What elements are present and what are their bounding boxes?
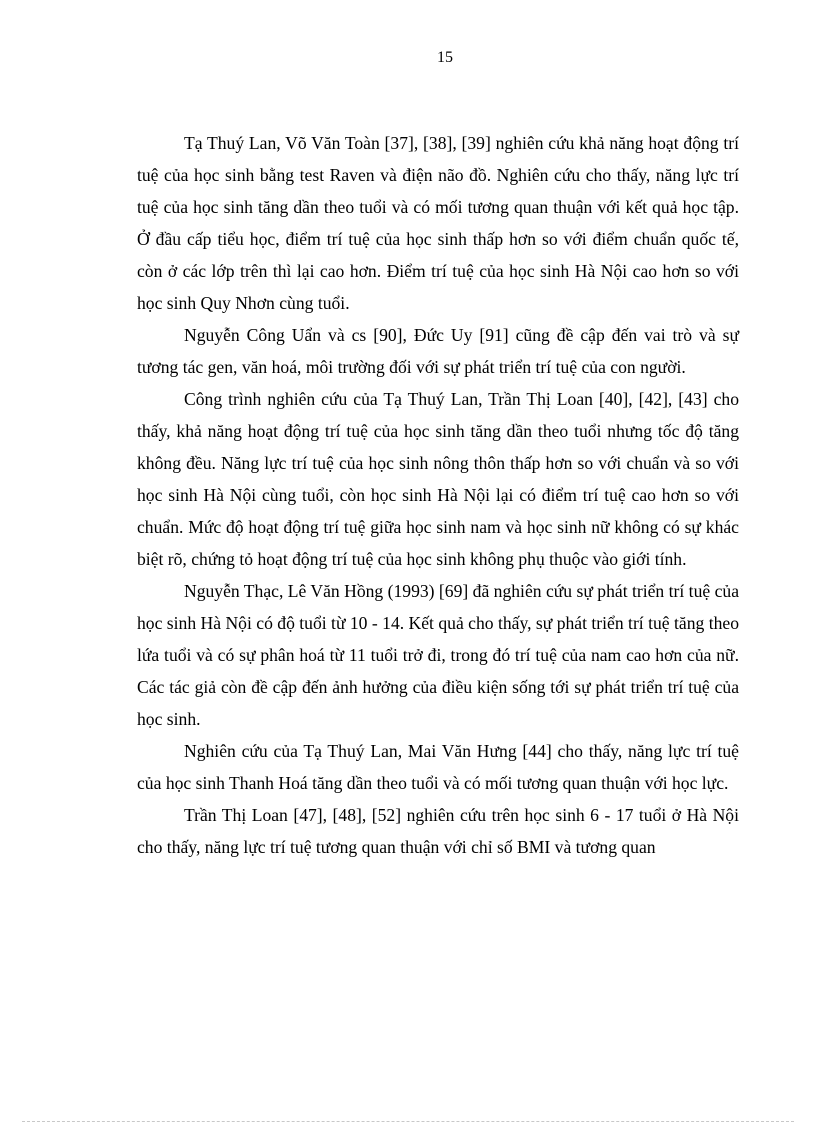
document-body	[137, 127, 739, 863]
paragraph: Nguyễn Thạc, Lê Văn Hồng (1993) [69] đã nghiên cứu sự phát triển trí tuệ của học sinh Hà Nội có độ tuổi từ 10 - 14. Kết quả cho thấy, sự phát triển trí tuệ tăng theo lứa tuổi và có sự phân hoá từ 11 tuổi trở đi, trong đó trí tuệ của nam cao hơn của nữ. Các tác giả còn đề cập đến ảnh hưởng của điều kiện sống tới sự phát triển trí tuệ của học sinh.	[137, 581, 739, 729]
page-number: 15	[437, 49, 453, 66]
paragraph: Công trình nghiên cứu của Tạ Thuý Lan, Trần Thị Loan [40], [42], [43] cho thấy, khả năng hoạt động trí tuệ của học sinh tăng dần theo tuổi nhưng tốc độ tăng không đều. Năng lực trí tuệ của học sinh nông thôn thấp hơn so với chuẩn và so với học sinh Hà Nội cùng tuổi, còn học sinh Hà Nội lại có điểm trí tuệ cao hơn so với chuẩn. Mức độ hoạt động trí tuệ giữa học sinh nam và học sinh nữ không có sự khác biệt rõ, chứng tỏ hoạt động trí tuệ của học sinh không phụ thuộc vào giới tính.	[137, 389, 739, 569]
page-bottom-border	[22, 1121, 794, 1122]
paragraph: Nguyễn Công Uẩn và cs [90], Đức Uy [91] cũng đề cập đến vai trò và sự tương tác gen, văn hoá, môi trường đối với sự phát triển trí tuệ của con người.	[137, 325, 739, 377]
paragraph: Trần Thị Loan [47], [48], [52] nghiên cứu trên học sinh 6 - 17 tuổi ở Hà Nội cho thấy, năng lực trí tuệ tương quan thuận với chỉ số BMI và tương quan	[137, 805, 739, 857]
paragraph: Tạ Thuý Lan, Võ Văn Toàn [37], [38], [39] nghiên cứu khả năng hoạt động trí tuệ của học sinh bằng test Raven và điện não đồ. Nghiên cứu cho thấy, năng lực trí tuệ của học sinh tăng dần theo tuổi và có mối tương quan thuận với kết quả học tập. Ở đầu cấp tiểu học, điểm trí tuệ của học sinh thấp hơn so với điểm chuẩn quốc tế, còn ở các lớp trên thì lại cao hơn. Điểm trí tuệ của học sinh Hà Nội cao hơn so với học sinh Quy Nhơn cùng tuổi.	[137, 133, 739, 313]
paragraph: Nghiên cứu của Tạ Thuý Lan, Mai Văn Hưng [44] cho thấy, năng lực trí tuệ của học sinh Thanh Hoá tăng dần theo tuổi và có mối tương quan thuận với học lực.	[137, 741, 739, 793]
